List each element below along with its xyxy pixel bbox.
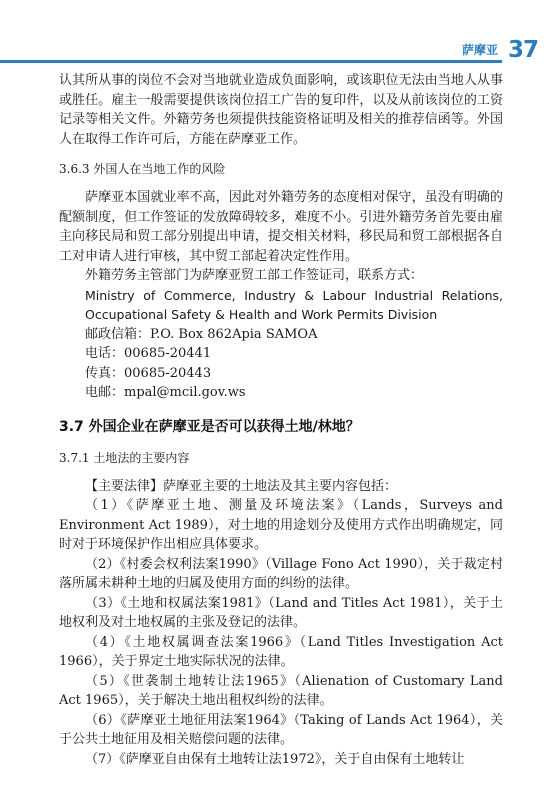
contact-email: 电邮：mpal@mcil.gov.ws — [85, 385, 246, 400]
section-3-6-3-paragraph-2: 外籍劳务主管部门为萨摩亚贸工部工作签证司，联系方式： — [85, 268, 424, 283]
page-number: 37 — [508, 37, 539, 63]
section-3-7-1-heading: 3.7.1 土地法的主要内容 — [59, 450, 190, 465]
law-item: （4）《土地权属调查法案1966》（Land Titles Investigation Act 1966），关于界定土地实际状况的法律。 — [59, 634, 503, 669]
law-item: （5）《世袭制土地转让法1965》（Alienation of Customary Land Act 1965），关于解决土地出租权纠纷的法律。 — [59, 673, 503, 708]
section-3-6-3-heading: 3.6.3 外国人在当地工作的风险 — [59, 162, 226, 176]
law-item: （3）《土地和权属法案1981》（Land and Titles Act 1981），关于土地权利及对土地权属的主张及登记的法律。 — [59, 595, 503, 630]
law-item: （6）《萨摩亚土地征用法案1964》（Taking of Lands Act 1964），关于公共土地征用及相关赔偿问题的法律。 — [59, 712, 503, 747]
page-body — [59, 71, 503, 769]
ministry-name-english: Ministry of Commerce, Industry & Labour Industrial Relations, Occupational Safety & Health and Work Permits Division — [85, 287, 503, 322]
law-item: （7）《萨摩亚自由保有土地转让法1972》，关于自由保有土地转让 — [85, 751, 465, 767]
section-3-7-heading: 3.7 外国企业在萨摩亚是否可以获得土地/林地？ — [59, 418, 360, 435]
header-rule — [0, 60, 502, 63]
running-header-title: 萨摩亚 — [462, 43, 499, 57]
intro-paragraph: 认其所从事的岗位不会对当地就业造成负面影响，或该职位无法由当地人从事或胜任。雇主一般需要提供该岗位招工广告的复印件，以及从前该岗位的工资记录等相关文件。外籍劳务也须提供技能资格证明及相关的推荐信函等。外国人在取得工作许可后，方能在萨摩亚工作。 — [59, 73, 503, 147]
laws-lead: 【主要法律】萨摩亚主要的土地法及其主要内容包括： — [85, 478, 398, 494]
law-item: （2）《村委会权利法案1990》（Village Fono Act 1990），关于裁定村落所属未耕种土地的归属及使用方面的纠纷的法律。 — [59, 556, 503, 591]
section-3-6-3-paragraph-1: 萨摩亚本国就业率不高，因此对外籍劳务的态度相对保守，虽没有明确的配额制度，但工作签证的发放障碍较多，难度不小。引进外籍劳务首先要由雇主向移民局和贸工部分别提出申请，提交相关材料，移民局和贸工部根据各自工对申请人进行审核，其中贸工部起着决定性作用。 — [59, 190, 503, 264]
contact-fax: 传真：00685-20443 — [85, 365, 212, 381]
law-item: （1）《萨摩亚土地、测量及环境法案》（Lands，Surveys and Environment Act 1989），对土地的用途划分及使用方式作出明确规定，同时对于环境保护作出相应具体要求。 — [59, 498, 503, 552]
contact-mailbox: 邮政信箱：P.O. Box 862Apia SAMOA — [85, 326, 318, 342]
contact-phone: 电话：00685-20441 — [85, 346, 212, 361]
